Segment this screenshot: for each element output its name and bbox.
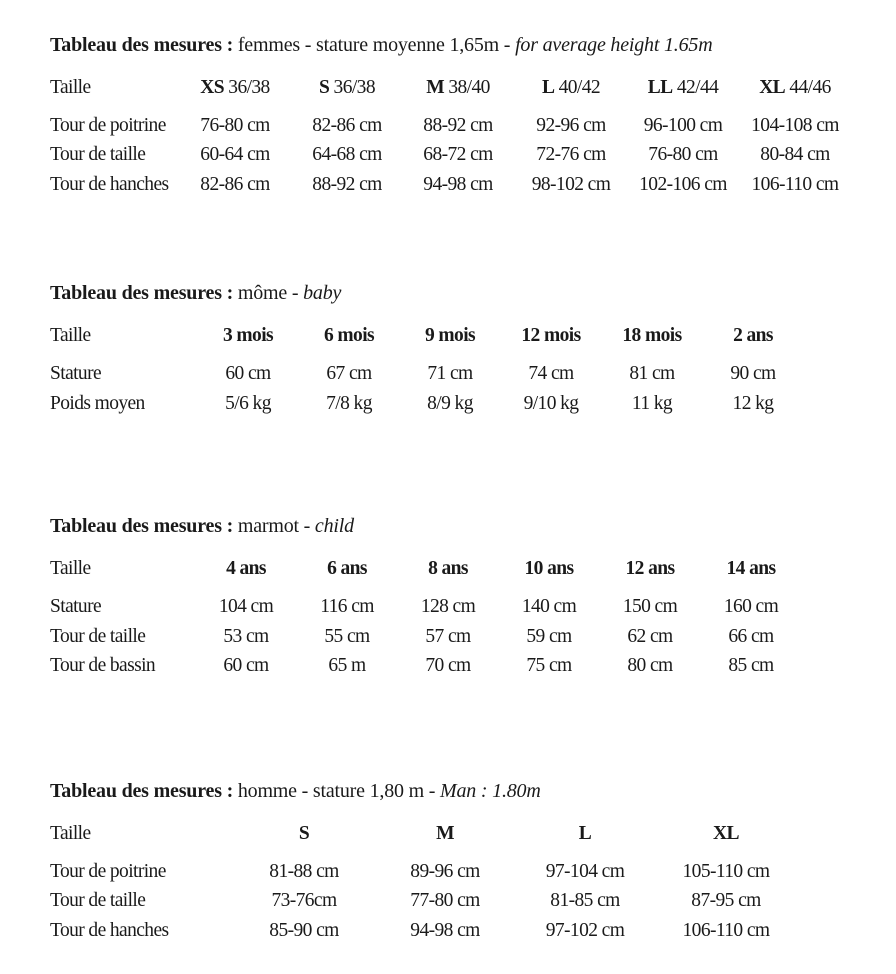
table-cell: 71 cm xyxy=(427,363,473,384)
table-row xyxy=(0,626,896,652)
size-code: L xyxy=(541,77,555,98)
row-label: Stature xyxy=(50,363,102,384)
size-header: 14 ans xyxy=(726,558,776,579)
table-row xyxy=(0,890,896,916)
table-cell: 88-92 cm xyxy=(423,115,493,136)
table-cell: 60-64 cm xyxy=(200,144,270,165)
women-table-title xyxy=(50,34,712,57)
table-cell: 104-108 cm xyxy=(751,115,839,136)
header-label: Taille xyxy=(50,77,91,98)
size-header: XL xyxy=(713,823,739,844)
women-header-row xyxy=(0,77,896,103)
table-cell: 82-86 cm xyxy=(312,115,382,136)
title-italic: for average height 1.65m xyxy=(515,34,713,56)
table-row xyxy=(0,655,896,681)
table-cell: 5/6 kg xyxy=(225,393,271,414)
table-cell: 11 kg xyxy=(631,393,673,414)
size-header: 2 ans xyxy=(733,325,773,346)
size-header: 9 mois xyxy=(424,325,476,346)
table-cell: 97-102 cm xyxy=(545,920,625,941)
row-label: Poids moyen xyxy=(50,393,145,414)
table-cell: 62 cm xyxy=(627,626,673,647)
header-label: Taille xyxy=(50,558,91,579)
table-cell: 140 cm xyxy=(521,596,577,617)
size-code: XL xyxy=(759,77,786,98)
table-cell: 76-80 cm xyxy=(648,144,718,165)
table-cell: 128 cm xyxy=(420,596,476,617)
row-label: Tour de poitrine xyxy=(50,115,166,136)
size-header: 3 mois xyxy=(222,325,274,346)
size-range: 36/38 xyxy=(224,77,270,98)
men-table-title xyxy=(50,780,541,803)
title-normal: môme - xyxy=(233,282,304,304)
table-cell: 72-76 cm xyxy=(536,144,606,165)
table-cell: 12 kg xyxy=(732,393,774,414)
table-cell: 102-106 cm xyxy=(639,174,727,195)
table-cell: 81-88 cm xyxy=(269,861,339,882)
row-label: Tour de hanches xyxy=(50,174,169,195)
table-row xyxy=(0,393,896,419)
row-label: Tour de taille xyxy=(50,890,146,911)
table-cell: 106-110 cm xyxy=(682,920,770,941)
table-cell: 8/9 kg xyxy=(427,393,473,414)
table-cell: 104 cm xyxy=(218,596,274,617)
size-header: L xyxy=(578,823,592,844)
row-label: Tour de taille xyxy=(50,144,146,165)
table-cell: 81 cm xyxy=(629,363,675,384)
table-cell: 105-110 cm xyxy=(682,861,770,882)
table-cell: 160 cm xyxy=(723,596,779,617)
table-row xyxy=(0,144,896,170)
title-bold: Tableau des mesures : xyxy=(50,515,234,537)
table-cell: 68-72 cm xyxy=(423,144,493,165)
size-header-s xyxy=(319,77,375,99)
child-table-title xyxy=(50,515,354,538)
table-cell: 150 cm xyxy=(622,596,678,617)
size-header: 6 mois xyxy=(323,325,375,346)
size-code: LL xyxy=(647,77,673,98)
row-label: Tour de taille xyxy=(50,626,146,647)
table-cell: 59 cm xyxy=(526,626,572,647)
size-code: XS xyxy=(200,77,225,98)
table-cell: 57 cm xyxy=(425,626,471,647)
table-cell: 60 cm xyxy=(223,655,269,676)
table-cell: 76-80 cm xyxy=(200,115,270,136)
baby-table-title xyxy=(50,282,341,305)
table-cell: 94-98 cm xyxy=(423,174,493,195)
table-cell: 65 m xyxy=(328,655,366,676)
table-cell: 55 cm xyxy=(324,626,370,647)
table-cell: 60 cm xyxy=(225,363,271,384)
table-row xyxy=(0,861,896,887)
size-header-l xyxy=(542,77,600,99)
table-cell: 85 cm xyxy=(728,655,774,676)
men-header-row xyxy=(0,823,896,849)
header-label: Taille xyxy=(50,823,91,844)
table-cell: 96-100 cm xyxy=(643,115,723,136)
child-header-row xyxy=(0,558,896,584)
size-range: 38/40 xyxy=(444,77,490,98)
table-cell: 87-95 cm xyxy=(691,890,761,911)
table-cell: 70 cm xyxy=(425,655,471,676)
size-range: 36/38 xyxy=(329,77,375,98)
table-cell: 66 cm xyxy=(728,626,774,647)
table-cell: 89-96 cm xyxy=(410,861,480,882)
size-header: 8 ans xyxy=(428,558,468,579)
table-cell: 75 cm xyxy=(526,655,572,676)
table-cell: 80-84 cm xyxy=(760,144,830,165)
table-cell: 81-85 cm xyxy=(550,890,620,911)
size-header: M xyxy=(436,823,454,844)
size-header-xs xyxy=(200,77,269,99)
table-cell: 80 cm xyxy=(627,655,673,676)
table-cell: 73-76cm xyxy=(271,890,337,911)
row-label: Stature xyxy=(50,596,102,617)
table-cell: 94-98 cm xyxy=(410,920,480,941)
table-cell: 9/10 kg xyxy=(523,393,579,414)
size-range: 42/44 xyxy=(672,77,719,98)
size-header-m xyxy=(426,77,490,99)
title-normal: femmes - stature moyenne 1,65m - xyxy=(233,34,516,56)
table-cell: 85-90 cm xyxy=(269,920,339,941)
title-italic: child xyxy=(314,515,354,537)
size-header: 12 ans xyxy=(625,558,675,579)
size-header: 6 ans xyxy=(327,558,367,579)
row-label: Tour de bassin xyxy=(50,655,156,676)
table-cell: 92-96 cm xyxy=(536,115,606,136)
size-code: S xyxy=(319,77,330,98)
table-row xyxy=(0,596,896,622)
size-code: M xyxy=(426,77,445,98)
size-header: 18 mois xyxy=(622,325,682,346)
title-bold: Tableau des mesures : xyxy=(50,282,234,304)
table-row xyxy=(0,363,896,389)
table-cell: 97-104 cm xyxy=(545,861,625,882)
size-header-ll xyxy=(648,77,719,99)
size-header-xl xyxy=(759,77,831,99)
row-label: Tour de poitrine xyxy=(50,861,166,882)
size-header: S xyxy=(298,823,310,844)
table-cell: 7/8 kg xyxy=(326,393,372,414)
title-normal: homme - stature 1,80 m - xyxy=(233,780,441,802)
title-italic: Man : 1.80m xyxy=(440,780,541,802)
table-row xyxy=(0,920,896,946)
table-cell: 90 cm xyxy=(730,363,776,384)
title-normal: marmot - xyxy=(233,515,315,537)
table-cell: 67 cm xyxy=(326,363,372,384)
title-italic: baby xyxy=(303,282,342,304)
title-bold: Tableau des mesures : xyxy=(50,34,234,56)
size-range: 40/42 xyxy=(554,77,601,98)
table-cell: 53 cm xyxy=(223,626,269,647)
table-cell: 98-102 cm xyxy=(531,174,611,195)
table-cell: 77-80 cm xyxy=(410,890,480,911)
baby-header-row xyxy=(0,325,896,351)
table-cell: 74 cm xyxy=(528,363,574,384)
size-header: 10 ans xyxy=(524,558,574,579)
title-bold: Tableau des mesures : xyxy=(50,780,234,802)
table-cell: 106-110 cm xyxy=(751,174,839,195)
table-cell: 64-68 cm xyxy=(312,144,382,165)
table-row xyxy=(0,174,896,200)
table-row xyxy=(0,115,896,141)
table-cell: 82-86 cm xyxy=(200,174,270,195)
size-range: 44/46 xyxy=(785,77,831,98)
header-label: Taille xyxy=(50,325,91,346)
table-cell: 88-92 cm xyxy=(312,174,382,195)
size-header: 12 mois xyxy=(521,325,581,346)
table-cell: 116 cm xyxy=(320,596,374,617)
row-label: Tour de hanches xyxy=(50,920,169,941)
size-header: 4 ans xyxy=(226,558,266,579)
